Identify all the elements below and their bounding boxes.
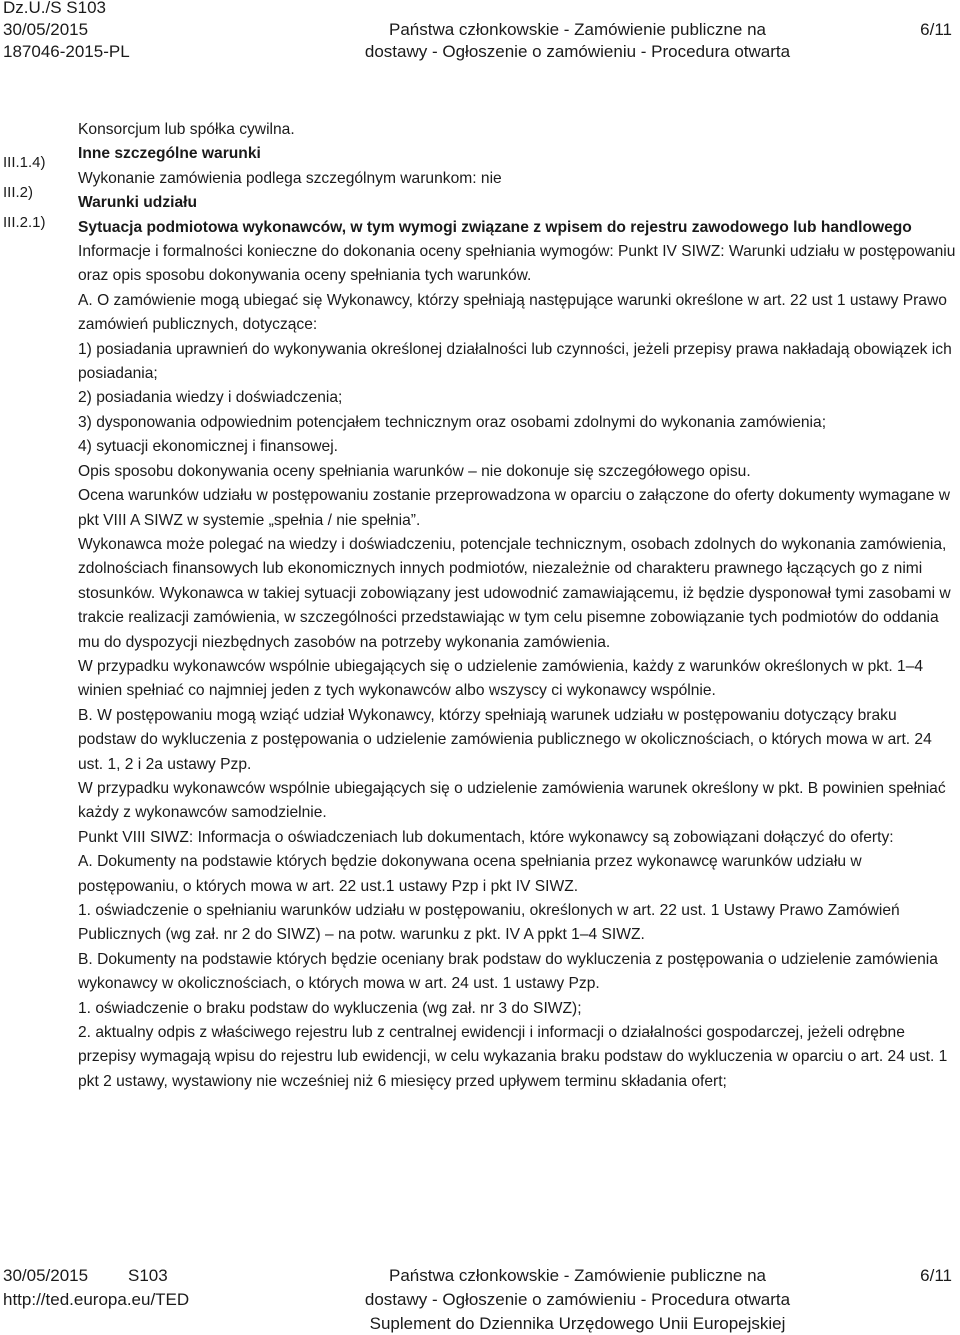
footer-row-1	[0, 1265, 960, 1287]
header-page-number: 6/11	[920, 20, 952, 39]
header-title-line-2: dostawy - Ogłoszenie o zamówieniu - Procedura otwarta	[364, 42, 791, 61]
body-paragraph: A. O zamówienie mogą ubiegać się Wykonawcy, którzy spełniają następujące warunki określone w art. 22 ust 1 ustawy Prawo zamówień publicznych, dotyczące:	[78, 291, 947, 334]
footer-issue: S103	[128, 1266, 168, 1285]
section-heading: Inne szczególne warunki	[78, 145, 261, 163]
footer-url-link[interactable]: http://ted.europa.eu/TED	[3, 1290, 190, 1309]
footer-title-line-2: dostawy - Ogłoszenie o zamówieniu - Procedura otwarta	[364, 1290, 791, 1309]
body-paragraph: Opis sposobu dokonywania oceny spełniania warunków – nie dokonuje się szczegółowego opisu.	[78, 462, 751, 480]
body-paragraph: Informacje i formalności konieczne do dokonania oceny spełniania wymogów: Punkt IV SIWZ: Warunki udziału w postępowaniu oraz opis sposobu dokonywania oceny spełniania tych warunków.	[78, 243, 956, 285]
header-row-1	[0, 0, 960, 19]
body-paragraph: 2. aktualny odpis z właściwego rejestru lub z centralnej ewidencji i informacji o działalności gospodarczej, jeżeli odrębne przepisy wymagają wpisu do rejestru lub ewidencji, w celu wykazania braku podstaw do wykluczenia w oparciu o art. 24 ust. 1 pkt 2 ustawy, wystawiony nie wcześniej niż 6 miesięcy przed upływem terminu składania ofert;	[78, 1024, 948, 1090]
body-paragraph: 3) dysponowania odpowiednim potencjałem technicznym oraz osobami zdolnymi do wykonania zamówienia;	[78, 413, 827, 431]
header-title-line-1: Państwa członkowskie - Zamówienie publiczne na	[388, 20, 766, 39]
footer-date: 30/05/2015	[3, 1266, 89, 1285]
footer-supplement-title: Suplement do Dziennika Urzędowego Unii Europejskiej	[369, 1314, 786, 1333]
body-paragraph: Wykonawca może polegać na wiedzy i doświadczeniu, potencjale technicznym, osobach zdolnych do wykonania zamówienia, zdolnościach finansowych lub ekonomicznych innych podmiotów, niezależnie od charakteru prawnego łączących go z nimi stosunków. Wykonawca w takiej sytuacji zobowiązany jest udowodnić zamawiającemu, iż będzie dysponował tymi zasobami w trakcie realizacji zamówienia, w szczególności przedstawiając w tym celu pisemne zobowiązanie tych podmiotów do oddania mu do dyspozycji niezbędnych zasobów na potrzeby wykonania zamówienia.	[78, 535, 951, 651]
body-paragraph: Wykonanie zamówienia podlega szczególnym warunkom: nie	[78, 169, 502, 187]
body-paragraph: 4) sytuacji ekonomicznej i finansowej.	[78, 438, 339, 456]
section-heading: Sytuacja podmiotowa wykonawców, w tym wymogi związane z wpisem do rejestru zawodowego lub handlowego	[78, 218, 912, 236]
header-row-2	[0, 19, 960, 41]
notice-number: 187046-2015-PL	[3, 42, 130, 61]
body-paragraph: Konsorcjum lub spółka cywilna.	[78, 121, 295, 138]
body-paragraph: Ocena warunków udziału w postępowaniu zostanie przeprowadzona w oparciu o załączone do oferty dokumenty wymagane w pkt VIII A SIWZ w systemie „spełnia / nie spełnia”.	[78, 487, 951, 529]
document-body	[78, 118, 956, 1094]
body-paragraph: Punkt VIII SIWZ: Informacja o oświadczeniach lub dokumentach, które wykonawcy są zobowiązani dołączyć do oferty:	[78, 828, 894, 846]
section-numbers	[3, 148, 46, 238]
body-paragraph: 1. oświadczenie o spełnianiu warunków udziału w postępowaniu, określonych w art. 22 ust. 1 Ustawy Prawo Zamówień Publicznych (wg zał. nr 2 do SIWZ) – na potw. warunku z pkt. IV A ppkt 1–4 SIWZ.	[78, 902, 900, 944]
body-paragraph: 1. oświadczenie o braku podstaw do wykluczenia (wg zał. nr 3 do SIWZ);	[78, 999, 582, 1017]
section-number: III.1.4)	[3, 154, 46, 171]
header-row-3	[0, 41, 960, 63]
body-paragraph: W przypadku wykonawców wspólnie ubiegających się o udzielenie zamówienia warunek określony w pkt. B powinien spełniać każdy z wykonawców samodzielnie.	[78, 779, 946, 822]
body-paragraph: 2) posiadania wiedzy i doświadczenia;	[78, 389, 343, 407]
body-paragraph: A. Dokumenty na podstawie których będzie dokonywana ocena spełniania przez wykonawcę warunków udziału w postępowaniu, o których mowa w art. 22 ust.1 ustawy Pzp i pkt IV SIWZ.	[78, 853, 862, 895]
body-paragraph: B. W postępowaniu mogą wziąć udział Wykonawcy, którzy spełniają warunek udziału w postępowaniu dotyczący braku podstaw do wykluczenia z postępowania o udzielenie zamówienia publicznego w okolicznościach, o których mowa w art. 24 ust. 1, 2 i 2a ustawy Pzp.	[78, 706, 932, 773]
footer-row-3	[0, 1313, 960, 1335]
body-paragraph: W przypadku wykonawców wspólnie ubiegających się o udzielenie zamówienia, każdy z warunków określonych w pkt. 1–4 winien spełniać co najmniej jeden z tych wykonawców albo wszyscy ci wykonawcy wspólnie.	[78, 657, 924, 700]
section-number: III.2.1)	[3, 214, 46, 231]
body-paragraph: B. Dokumenty na podstawie których będzie oceniany brak podstaw do wykluczenia z postępowania o udzielenie zamówienia wykonawcy w okolicznościach, o których mowa w art. 24 ust. 1 ustawy Pzp.	[78, 950, 938, 993]
section-number: III.2)	[3, 184, 34, 201]
journal-reference: Dz.U./S S103	[3, 0, 106, 17]
section-heading: Warunki udziału	[78, 194, 197, 212]
footer-title-line-1: Państwa członkowskie - Zamówienie publiczne na	[388, 1266, 766, 1285]
body-paragraph: 1) posiadania uprawnień do wykonywania określonej działalności lub czynności, jeżeli przepisy prawa nakładają obowiązek ich posiadania;	[78, 340, 952, 383]
header-date: 30/05/2015	[3, 20, 89, 39]
footer-page-number: 6/11	[920, 1266, 952, 1285]
footer-row-2	[0, 1289, 960, 1311]
